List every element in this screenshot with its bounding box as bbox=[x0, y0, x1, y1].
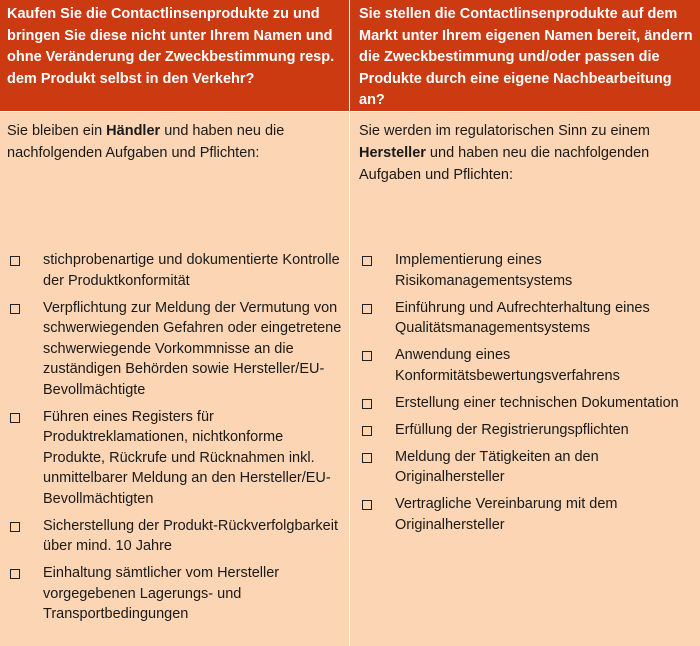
duty-item bbox=[359, 447, 694, 488]
duty-text: Implementierung eines Risikomanagementsystems bbox=[395, 252, 573, 289]
duty-item bbox=[7, 298, 343, 401]
checkbox-icon[interactable] bbox=[362, 351, 372, 361]
checkbox-icon[interactable] bbox=[362, 399, 372, 409]
duty-item bbox=[359, 420, 694, 441]
checkbox-icon[interactable] bbox=[10, 413, 20, 423]
role-haendler: Händler bbox=[106, 123, 161, 139]
duty-item bbox=[7, 407, 343, 510]
duty-text: Einführung und Aufrechterhaltung eines Qualitätsmanagementsystems bbox=[395, 299, 650, 336]
hersteller-duty-list bbox=[359, 250, 694, 535]
duty-item bbox=[359, 250, 694, 291]
duty-item bbox=[7, 250, 343, 291]
duty-item bbox=[359, 298, 694, 339]
duty-text: stichprobenartige und dokumentierte Kontrolle der Produktkonformität bbox=[43, 252, 340, 289]
checkbox-icon[interactable] bbox=[10, 569, 20, 579]
intro-text: Sie bleiben ein bbox=[7, 123, 107, 139]
duty-text: Erstellung einer technischen Dokumentation bbox=[395, 394, 679, 411]
haendler-intro bbox=[7, 120, 343, 250]
duty-text: Verpflichtung zur Meldung der Vermutung von schwerwiegenden Gefahren oder eingetretene schwerwiegende Vorkommnisse an die zuständigen Behörden sowie Hersteller/EU-Bevollmächtigte bbox=[43, 299, 342, 398]
duty-item bbox=[7, 563, 343, 625]
haendler-duty-list bbox=[7, 250, 343, 625]
checkbox-icon[interactable] bbox=[362, 256, 372, 266]
intro-text: Sie werden im regulatorischen Sinn zu einem bbox=[359, 123, 650, 139]
duty-text: Führen eines Registers für Produktreklamationen, nichtkonforme Produkte, Rückrufe und Rücknahmen inkl. unmittelbarer Meldung an den Hersteller/EU-Bevollmächtigten bbox=[43, 408, 331, 507]
hersteller-header: Sie stellen die Contactlinsenprodukte auf dem Markt unter Ihrem eigenen Namen bereit, ändern die Zweckbestimmung und/oder passen die Produkte durch eine eigene Nachbearbeitung an? bbox=[350, 0, 700, 111]
duty-text: Einhaltung sämtlicher vom Hersteller vorgegebenen Lagerungs- und Transportbedingungen bbox=[43, 565, 280, 622]
intro-text: und haben neu die nachfolgenden Aufgaben und Pflichten: bbox=[7, 123, 285, 161]
duty-text: Sicherstellung der Produkt-Rückverfolgbarkeit über mind. 10 Jahre bbox=[43, 517, 338, 554]
haendler-header: Kaufen Sie die Contactlinsenprodukte zu und bringen Sie diese nicht unter Ihrem Namen und ohne Veränderung der Zweckbestimmung resp. dem Produkt selbst in den Verkehr? bbox=[0, 0, 349, 111]
duty-text: Vertragliche Vereinbarung mit dem Originalhersteller bbox=[395, 496, 618, 533]
duty-item bbox=[359, 494, 694, 535]
checkbox-icon[interactable] bbox=[362, 500, 372, 510]
hersteller-intro bbox=[359, 120, 694, 250]
checkbox-icon[interactable] bbox=[362, 304, 372, 314]
duty-item bbox=[7, 516, 343, 557]
haendler-body bbox=[0, 112, 349, 646]
checkbox-icon[interactable] bbox=[10, 304, 20, 314]
role-hersteller: Hersteller bbox=[359, 145, 426, 161]
duty-text: Meldung der Tätigkeiten an den Originalhersteller bbox=[395, 448, 599, 485]
checkbox-icon[interactable] bbox=[10, 522, 20, 532]
duty-text: Erfüllung der Registrierungspflichten bbox=[395, 421, 629, 438]
checkbox-icon[interactable] bbox=[362, 453, 372, 463]
checkbox-icon[interactable] bbox=[10, 256, 20, 266]
duty-text: Anwendung eines Konformitätsbewertungsverfahrens bbox=[395, 347, 620, 384]
duty-item bbox=[359, 393, 694, 414]
intro-text: und haben neu die nachfolgenden Aufgaben und Pflichten: bbox=[359, 145, 650, 183]
hersteller-body bbox=[350, 112, 700, 646]
hersteller-column bbox=[350, 0, 700, 646]
duty-item bbox=[359, 345, 694, 386]
checkbox-icon[interactable] bbox=[362, 426, 372, 436]
